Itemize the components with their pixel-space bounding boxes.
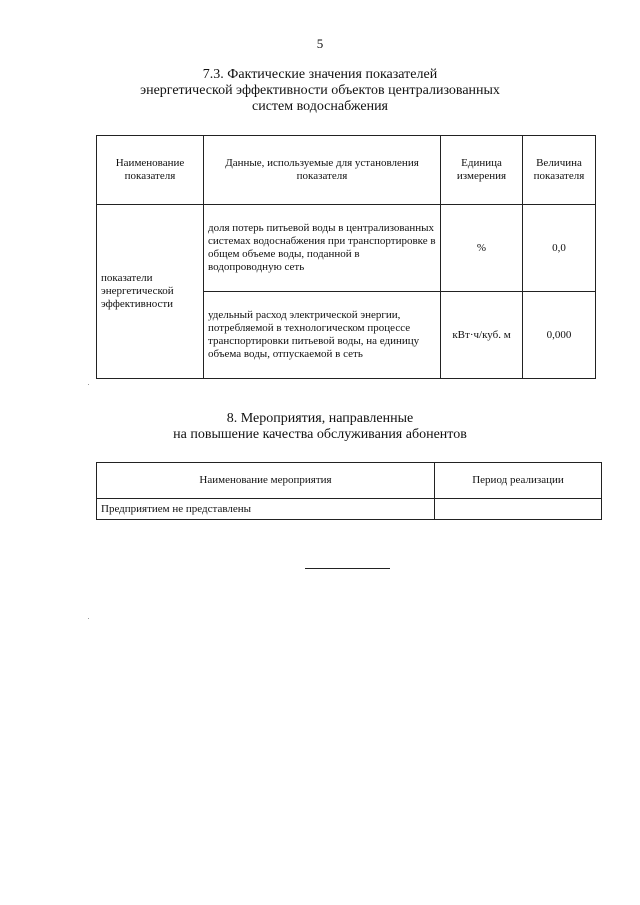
table-header-row	[97, 463, 602, 499]
energy-efficiency-table	[96, 135, 596, 379]
page-number: 5	[316, 36, 324, 51]
service-measures-table	[96, 462, 602, 520]
row-value: 0,000	[523, 292, 596, 379]
section-8-heading	[0, 411, 640, 443]
row-unit: %	[441, 205, 523, 292]
heading-line: систем водоснабжения	[251, 99, 388, 114]
heading-line: 8. Мероприятия, направленные	[226, 411, 414, 426]
header-value: Величина показателя	[523, 136, 596, 205]
header-name: Наименование показателя	[97, 136, 204, 205]
heading-line: 7.3. Фактические значения показателей	[202, 67, 438, 82]
heading-line: энергетической эффективности объектов централизованных	[140, 83, 500, 98]
header-measure: Наименование мероприятия	[97, 463, 435, 499]
heading-line: на повышение качества обслуживания абонентов	[173, 427, 467, 442]
margin-mark	[88, 384, 89, 385]
table-row	[97, 205, 596, 292]
row-description: удельный расход электрической энергии, потребляемой в технологическом процессе транспортировки питьевой воды, на единицу объема воды, отпускаемой в сеть	[204, 292, 441, 379]
table-row	[97, 499, 602, 520]
section-7-3-heading	[0, 67, 640, 115]
indicator-group-label: показатели энергетической эффективности	[97, 205, 204, 379]
header-unit: Единица измерения	[441, 136, 523, 205]
header-data: Данные, используемые для установления показателя	[204, 136, 441, 205]
row-value: 0,0	[523, 205, 596, 292]
row-measure: Предприятием не представлены	[97, 499, 435, 520]
row-description: доля потерь питьевой воды в централизованных системах водоснабжения при транспортировке в общем объеме воды, поданной в водопроводную сеть	[204, 205, 441, 292]
row-unit: кВт·ч/куб. м	[441, 292, 523, 379]
header-period: Период реализации	[435, 463, 602, 499]
end-rule	[305, 568, 390, 569]
margin-mark	[88, 618, 89, 619]
row-period	[435, 499, 602, 520]
table-header-row	[97, 136, 596, 205]
